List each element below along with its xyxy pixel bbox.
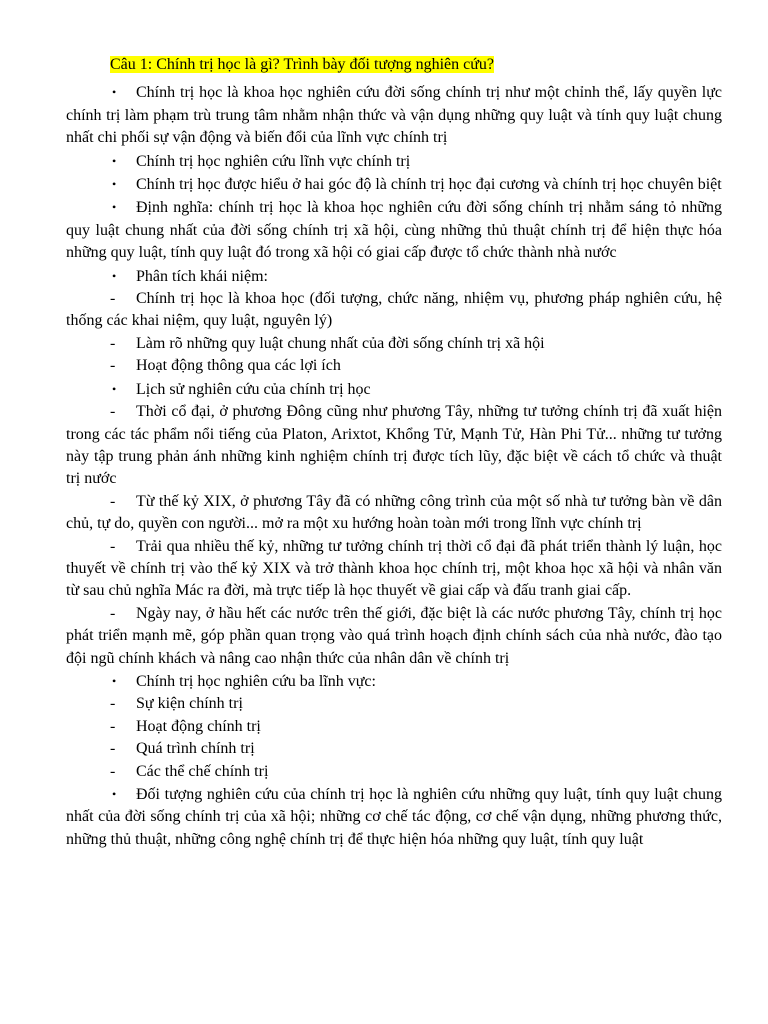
paragraph	[66, 491, 722, 536]
paragraph	[66, 288, 722, 333]
paragraph	[66, 693, 722, 715]
paragraph-text: Quá trình chính trị	[136, 740, 255, 758]
dash-marker: -	[110, 740, 116, 758]
paragraph-text: Lịch sử nghiên cứu của chính trị học	[136, 380, 371, 398]
paragraph-text: Ngày nay, ở hầu hết các nước trên thế giới, đặc biệt là các nước phương Tây, chính trị học phát triển mạnh mẽ, góp phần quan trọng vào quá trình hoạch định chính sách của nhà nước, đào tạo đội ngũ chính khách và nâng cao nhận thức của nhân dân về chính trị	[66, 604, 722, 667]
paragraph-text: Chính trị học được hiểu ở hai góc độ là chính trị học đại cương và chính trị học chuyên biệt	[136, 176, 722, 194]
paragraph-text: Chính trị học là khoa học (đối tượng, chức năng, nhiệm vụ, phương pháp nghiên cứu, hệ thống các khai niệm, quy luật, nguyên lý)	[66, 290, 722, 330]
paragraph	[66, 81, 722, 149]
paragraph	[66, 150, 722, 173]
paragraph-text: Các thể chế chính trị	[136, 762, 269, 780]
paragraph	[66, 603, 722, 670]
bullet-marker: •	[112, 85, 117, 100]
paragraph-text: Chính trị học là khoa học nghiên cứu đời sống chính trị như một chỉnh thể, lấy quyền lực chính trị làm phạm trù trung tâm nhằm nhận thức và vận dụng những quy luật và tính quy luật chung nhất chi phối sự vận động và biến đổi của lĩnh vực chính trị	[66, 84, 722, 147]
bullet-marker: •	[112, 673, 117, 688]
question-title: Câu 1: Chính trị học là gì? Trình bày đối tượng nghiên cứu?	[110, 56, 494, 73]
paragraph	[66, 536, 722, 603]
dash-marker: -	[110, 357, 116, 375]
dash-marker: -	[110, 762, 116, 780]
paragraph-text: Sự kiện chính trị	[136, 695, 243, 713]
paragraph-text: Làm rõ những quy luật chung nhất của đời sống chính trị xã hội	[136, 334, 545, 352]
bullet-marker: •	[112, 787, 117, 801]
paragraph	[66, 401, 722, 491]
dash-marker: -	[110, 537, 116, 555]
paragraph	[66, 716, 722, 738]
paragraph	[66, 173, 722, 196]
dash-marker: -	[110, 290, 116, 308]
dash-marker: -	[110, 403, 116, 421]
paragraph	[66, 378, 722, 401]
paragraph-text: Phân tích khái niệm:	[136, 267, 268, 285]
paragraph-text: Hoạt động thông qua các lợi ích	[136, 357, 341, 375]
paragraph-text: Thời cổ đại, ở phương Đông cũng như phương Tây, những tư tưởng chính trị đã xuất hiện trong các tác phẩm nổi tiếng của Platon, Arixtot, Khổng Tử, Mạnh Tử, Hàn Phi Tử... những tư tưởng này tập trung phản ánh những kinh nghiệm chính trị được tích lũy, đặc biệt về cách tổ chức và thuật trị nước	[66, 403, 722, 488]
paragraph	[66, 670, 722, 693]
paragraph	[66, 196, 722, 264]
paragraph	[66, 761, 722, 783]
paragraph	[66, 738, 722, 760]
question-heading	[110, 54, 722, 76]
paragraph-text: Hoạt động chính trị	[136, 717, 261, 735]
paragraph-text: Đối tượng nghiên cứu của chính trị học là nghiên cứu những quy luật, tính quy luật chung nhất của đời sống chính trị của xã hội; những cơ chế tác động, cơ chế vận dụng, những phương thức, những thủ thuật, những công nghệ chính trị để thực hiện hóa những quy luật, tính quy luật	[66, 786, 722, 848]
paragraph-text: Trải qua nhiều thế kỷ, những tư tưởng chính trị thời cổ đại đã phát triển thành lý luận, học thuyết về chính trị vào thế kỷ XIX và trở thành khoa học chính trị, một khoa học xã hội và nhân văn từ sau chủ nghĩa Mác ra đời, mà trực tiếp là học thuyết về giai cấp và đấu tranh giai cấp.	[66, 537, 722, 600]
bullet-marker: •	[112, 268, 117, 283]
paragraph	[66, 355, 722, 377]
bullet-marker: •	[112, 177, 117, 192]
dash-marker: -	[110, 717, 116, 735]
bullet-marker: •	[112, 153, 117, 168]
dash-marker: -	[110, 492, 116, 510]
bullet-marker: •	[112, 200, 117, 215]
paragraph	[66, 265, 722, 288]
paragraph-text: Từ thế kỷ XIX, ở phương Tây đã có những công trình của một số nhà tư tưởng bàn về dân chủ, tự do, quyền con người... mở ra một xu hướng hoàn toàn mới trong lĩnh vực chính trị	[66, 492, 722, 533]
dash-marker: -	[110, 334, 116, 352]
paragraph-text: Chính trị học nghiên cứu ba lĩnh vực:	[136, 672, 376, 690]
dash-marker: -	[110, 604, 116, 622]
bullet-marker: •	[112, 381, 117, 396]
dash-marker: -	[110, 695, 116, 713]
paragraph	[66, 333, 722, 355]
paragraph	[66, 783, 722, 851]
paragraph-text: Định nghĩa: chính trị học là khoa học nghiên cứu đời sống chính trị nhằm sáng tỏ những quy luật chung nhất của đời sống chính trị xã hội, cùng những thủ thuật chính trị để hiện thực hóa những quy luật, tính quy luật đó trong xã hội có giai cấp được tổ chức thành nhà nước	[66, 199, 722, 262]
paragraph-text: Chính trị học nghiên cứu lĩnh vực chính trị	[136, 152, 411, 170]
